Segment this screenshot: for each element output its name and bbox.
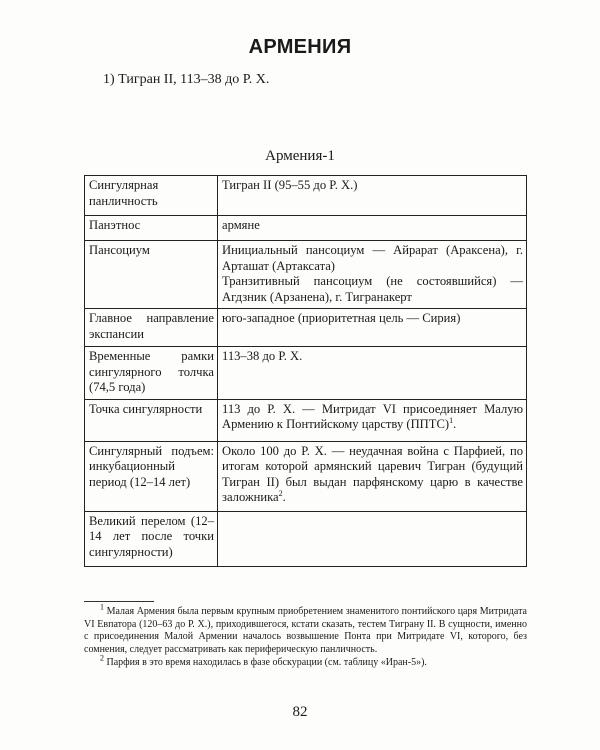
table-row [85,399,527,441]
row-value-text: Тигран II (95–55 до Р. Х.) [222,178,358,192]
table-row [85,511,527,566]
footnote-ref: 2 [278,488,283,498]
footnote-text: Малая Армения была первым крупным приобретением знаменитого понтийского царя Митридата VI Евпатора (120–63 до Р. Х.), приходившегося, кстати сказать, тестем Тиграну II. В сущности, именно с присоединения Малой Армении началось возвышение Понта при Митридате VI, которого, без сомнения, следует рассматривать как периферическую панличность. [84,606,527,656]
table-row [85,241,527,309]
footnote-ref: 1 [449,415,454,425]
row-label: Главное направление экспансии [85,309,218,347]
row-value-text: Транзитивный пансоциум (не состоявшийся) — Агдзник (Арзанена), г. Тигранакерт [222,274,523,304]
footnote-mark: 1 [100,602,104,612]
row-label: Временные рамки сингулярного толчка (74,5 года) [85,347,218,400]
table-row [85,176,527,216]
row-value-text: 113 до Р. Х. — Митридат VI присоединяет Малую Армению к Понтийскому царству (ППТС) [222,401,523,431]
row-value [218,216,527,241]
footnote [84,602,527,657]
footnote [84,653,527,670]
row-value [218,176,527,216]
row-label: Панэтнос [85,216,218,241]
row-label: Точка сингулярности [85,399,218,441]
footnote-mark: 2 [100,653,104,663]
row-value: Около 100 до Р. Х. — неудачная война с Парфией, по итогам которой армянский царевич Тигран (будущий Тигран II) был выдан парфянскому царю в качестве заложника$^2$. [218,441,527,511]
row-value-text: Инициальный пансоциум — Айрарат (Араксена), г. Арташат (Артаксата) [222,243,523,273]
row-label: Великий перелом (12–14 лет после точки сингулярности) [85,511,218,566]
list-item-ruler: 1) Тигран II, 113–38 до Р. Х. [103,72,270,87]
table-row [85,441,527,511]
footnote-text: Парфия в это время находилась в фазе обскурации (см. таблицу «Иран-5»). [106,656,427,668]
row-value [218,309,527,347]
row-value [218,347,527,400]
row-value-text: Около 100 до Р. Х. — неудачная война с Парфией, по итогам которой армянский царевич Тигран (будущий Тигран II) был выдан парфянскому царю в качестве заложника [222,443,523,504]
table-row [85,347,527,400]
row-value-text: армяне [222,218,260,232]
row-value [218,241,527,309]
row-label: Сингулярная панличность [85,176,218,216]
row-value [218,511,527,566]
row-value: 113 до Р. Х. — Митридат VI присоединяет Малую Армению к Понтийскому царству (ППТС)$^1$. [218,399,527,441]
row-value-text: 113–38 до Р. Х. [222,349,303,363]
page-number: 82 [292,704,308,720]
table-caption: Армения-1 [265,148,335,164]
row-value-text: юго-западное (приоритетная цель — Сирия) [222,311,461,325]
table-row [85,309,527,347]
footnotes [84,602,527,670]
chapter-heading: АРМЕНИЯ [248,36,352,58]
row-label: Пансоциум [85,241,218,309]
table-row [85,216,527,241]
footnote-separator [84,601,154,602]
data-table [84,175,527,567]
row-label: Сингулярный подъем: инкубационный период (12–14 лет) [85,441,218,511]
